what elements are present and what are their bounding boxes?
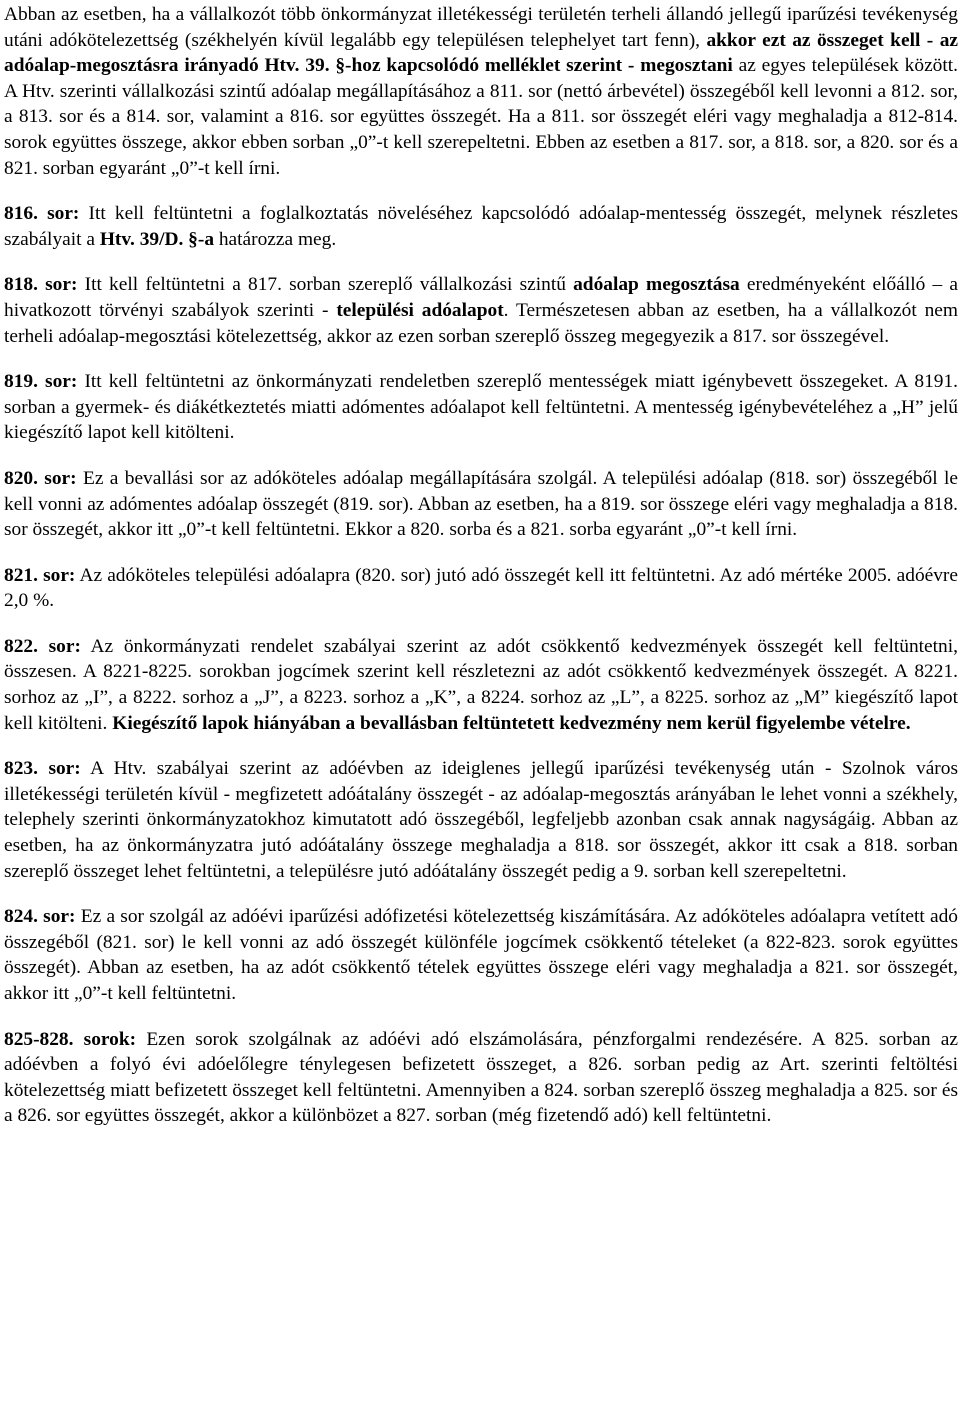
intro-bold-1: akkor ezt az összeget kell - az adóalap-megosztásra irányadó Htv. 39. §-hoz kapcsolódó melléklet szerint - megosztani — [4, 29, 958, 77]
paragraph-824 — [4, 904, 958, 1006]
row-label-819: sor: — [37, 371, 78, 393]
text-818-1: Itt kell feltüntetni a 817. sorban szereplő vállalkozási szintű — [77, 274, 574, 296]
text-821-1: Az adóköteles települési adóalapra (820. sor) jutó adó összegét kell itt feltüntetni. Az adó mértéke 2005. adóévre 2,0 %. — [4, 564, 959, 612]
row-label-824: sor: — [37, 906, 76, 928]
intro-paragraph — [4, 2, 958, 181]
text-816-2: határozza meg. — [214, 228, 337, 250]
row-label-818: sor: — [37, 274, 78, 296]
bold-818-2: települési adóalapot — [336, 299, 504, 321]
text-818-3: . Természetesen abban az esetben, ha a vállalkozót nem terheli adóalap-megosztási kötelezettség, akkor az ezen sorban szereplő összeg megegyezik a 817. sor összegével. — [4, 299, 958, 347]
row-label-823: sor: — [37, 758, 81, 780]
paragraph-821 — [4, 563, 958, 614]
row-number-818: 818. — [4, 274, 38, 296]
text-816-1: Itt kell feltüntetni a foglalkoztatás növeléséhez kapcsolódó adóalap-mentesség összegét, melynek részletes szabályait a — [4, 203, 958, 250]
text-824-1: Ez a sor szolgál az adóévi iparűzési adófizetési kötelezettség kiszámítására. Az adóköteles adóalapra vetített adó összegéből (821. sor) le kell vonni az adó összegét különféle jogcímek csökkentő tételeket (a 822-823. sorok együttes összegét). Abban az esetben, ha az adót csökkentő tételek együttes összege eléri vagy meghaladja a 821. sor összegét, akkor itt „0”-t kell feltüntetni. — [4, 906, 958, 1004]
paragraph-819 — [4, 369, 958, 446]
bold-822-1: Kiegészítő lapok hiányában a bevallásban feltüntetett kedvezmény nem kerül figyelembe vételre. — [112, 712, 911, 734]
text-820-1: Ez a bevallási sor az adóköteles adóalap megállapítására szolgál. A települési adóalap (818. sor) összegéből le kell vonni az adómentes adóalap összegét (819. sor). Abban az esetben, ha a 819. sor összege eléri vagy meghaladja a 818. sor összegét, akkor itt „0”-t kell feltüntetni. Ekkor a 820. sorba és a 821. sorba egyaránt „0”-t kell írni. — [4, 467, 958, 541]
intro-text-1: Abban az esetben, ha a vállalkozót több önkormányzat illetékességi területén terheli állandó jellegű iparűzési tevékenység utáni adókötelezettség (székhelyén kívül legalább egy településen telephelyet tart fenn), — [4, 4, 958, 51]
row-number-822: 822. — [4, 635, 38, 657]
row-label-820: sor: — [37, 467, 77, 489]
text-825-1: Ezen sorok szolgálnak az adóévi adó elszámolására, pénzforgalmi rendezésére. A 825. sorban az adóévben a folyó évi adóelőlegre ténylegesen befizetett összeget, a 826. sorban pedig az Art. szerinti feltöltési kötelezettség miatt befizetett összeget kell feltüntetni. Amennyiben a 824. sorban szereplő összeg meghaladja a 825. sor és a 826. sor együttes összegét, akkor a különbözet a 827. sorban (még fizetendő adó) kell feltüntetni. — [4, 1028, 958, 1127]
row-label-822: sor: — [37, 635, 81, 657]
text-819-1: Itt kell feltüntetni az önkormányzati rendeletben szereplő mentességek miatt igénybevett összegeket. A 8191. sorban a gyermek- és diákétkeztetés miatti adómentes adóalapot kell feltüntetni. A mentesség igénybevételéhez a „H” jelű kiegészítő lapot kell kitölteni. — [4, 371, 959, 444]
intro-text-2: az egyes települések között. A Htv. szerinti vállalkozási szintű adóalap megállapításához a 811. sor (nettó árbevétel) összegéből kell levonni a 812. sor, a 813. sor és a 814. sor, valamint a 816. sor együttes összegét. Ha a 811. sor összegét eléri vagy meghaladja a 812-814. sorok együttes összege, akkor ebben sorban „0”-t kell szerepeltetni. Ebben az esetben a 817. sor, a 818. sor, a 820. sor és a 821. sorban egyaránt „0”-t kell írni. — [4, 55, 958, 179]
paragraph-823 — [4, 756, 958, 884]
text-818-2: eredményeként előálló – a hivatkozott törvényi szabályok szerinti - — [4, 274, 958, 321]
row-label-821: sor: — [37, 564, 76, 586]
row-number-816: 816. — [4, 203, 38, 225]
text-822-1: Az önkormányzati rendelet szabályai szerint az adót csökkentő kedvezmények összegét kell feltüntetni, összesen. A 8221-8225. sorokban jogcímek szerint kell részletezni az adót csökkentő kedvezmények összegét. A 8221. sorhoz az „I”, a 8222. sorhoz a „J”, a 8223. sorhoz a „K”, a 8224. sorhoz az „L”, a 8225. sorhoz az „M” kiegészítő lapot kell kitölteni. — [4, 635, 958, 734]
text-823-1: A Htv. szabályai szerint az adóévben az ideiglenes jellegű iparűzési tevékenység után - Szolnok város illetékességi területén kívül - megfizetett adóátalány összegét - az adóalap-megosztás arányában le lehet vonni a székhely, telephely szerinti önkormányzatokhoz kimutatott adó összegéből, legfeljebb azonban csak annak nagyságáig. Abban az esetben, ha az önkormányzatra jutó adóátalány összege meghaladja a 818. sor összegét, akkor itt csak a 818. sorban szereplő összeget lehet feltüntetni, a településre jutó adóátalány összegét pedig a 9. sorban kell szerepeltetni. — [4, 758, 958, 882]
paragraph-818 — [4, 272, 958, 349]
paragraph-816 — [4, 201, 958, 252]
bold-818-1: adóalap megosztása — [573, 274, 740, 296]
row-label-816: sor: — [37, 203, 80, 225]
row-number-820: 820. — [4, 467, 38, 489]
row-number-819: 819. — [4, 371, 38, 393]
row-number-825-828: 825-828. — [4, 1028, 74, 1050]
row-number-821: 821. — [4, 564, 38, 586]
bold-816-1: Htv. 39/D. §-a — [99, 228, 215, 250]
row-label-825-828: sorok: — [73, 1028, 137, 1050]
paragraph-822 — [4, 634, 958, 736]
row-number-823: 823. — [4, 758, 38, 780]
row-number-824: 824. — [4, 906, 38, 928]
paragraph-820 — [4, 466, 958, 543]
paragraph-825-828 — [4, 1027, 958, 1129]
